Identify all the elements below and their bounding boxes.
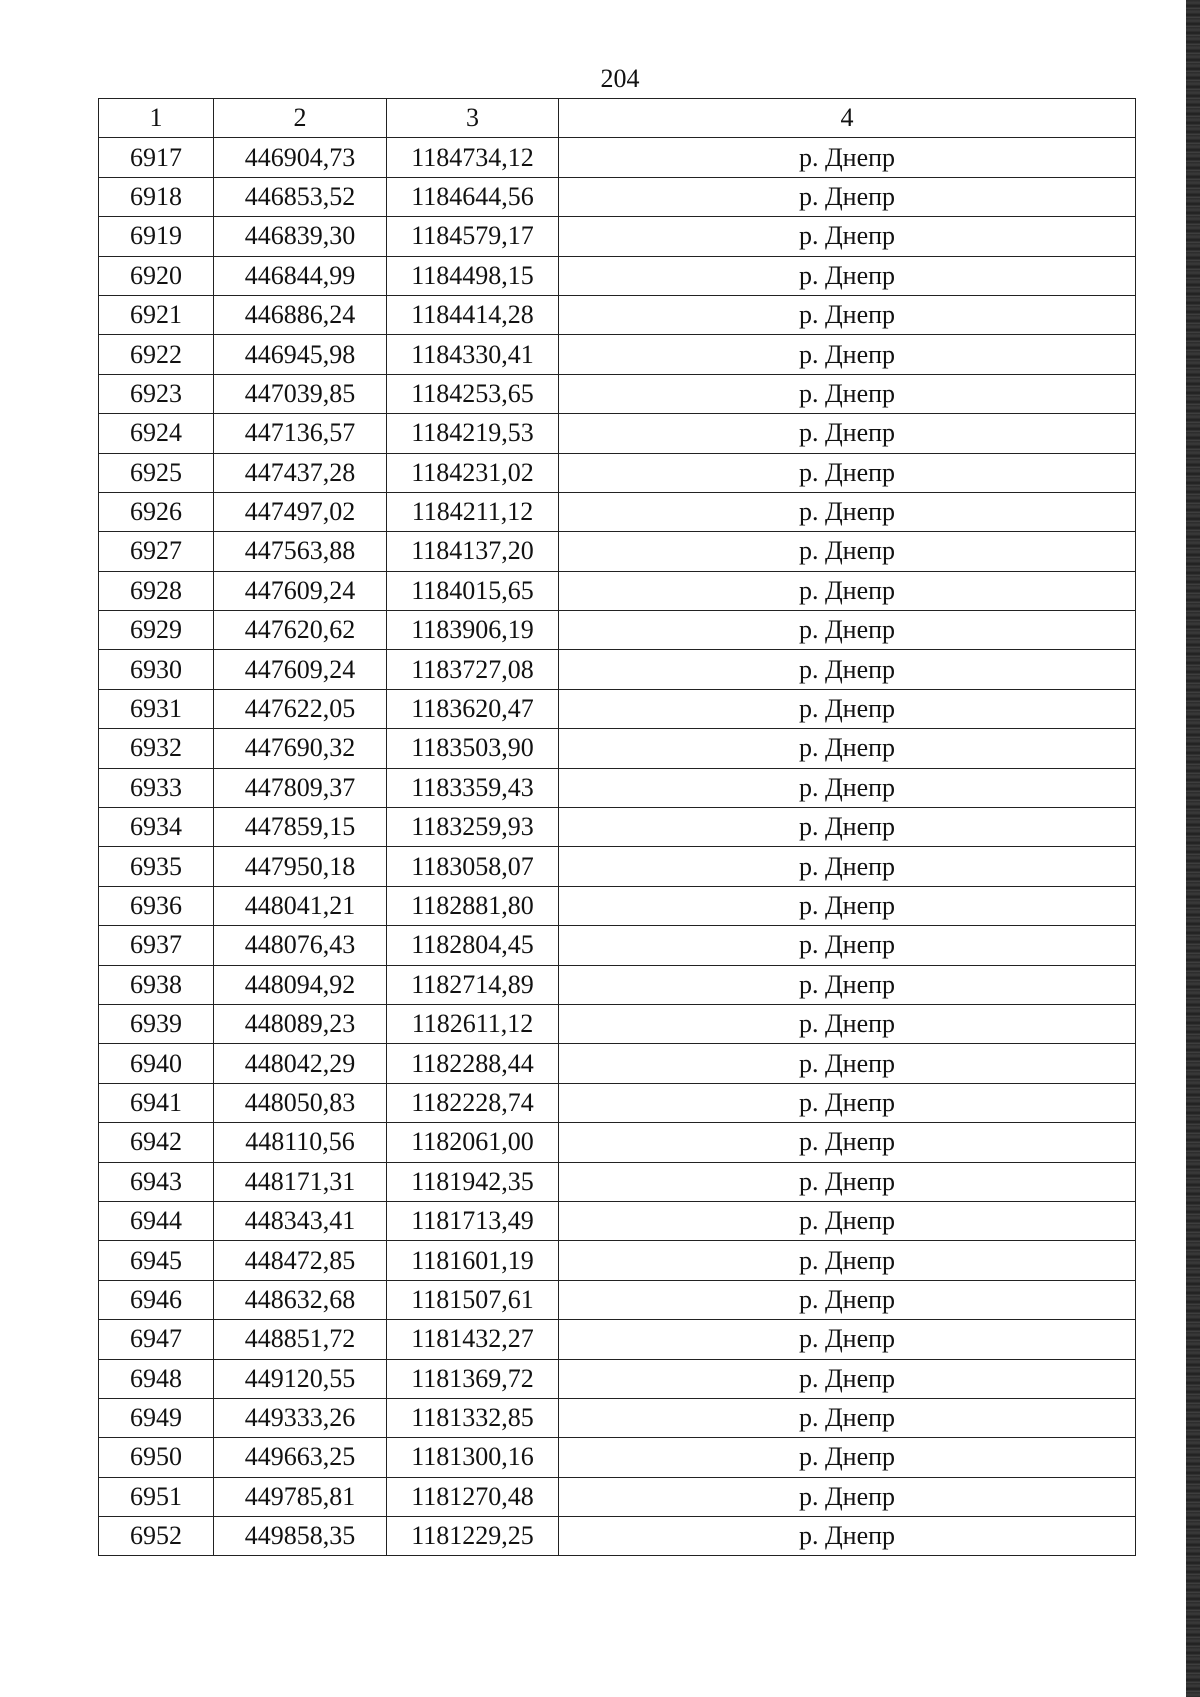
y-coordinate-cell: 1184330,41 [387, 335, 559, 374]
x-coordinate-cell: 447950,18 [214, 847, 387, 886]
table-row [99, 886, 1136, 925]
description-cell: р. Днепр [559, 335, 1136, 374]
x-coordinate-cell: 448089,23 [214, 1004, 387, 1043]
description-cell: р. Днепр [559, 571, 1136, 610]
y-coordinate-cell: 1182881,80 [387, 886, 559, 925]
table-row [99, 611, 1136, 650]
x-coordinate-cell: 448041,21 [214, 886, 387, 925]
y-coordinate-cell: 1184579,17 [387, 217, 559, 256]
point-number-cell: 6939 [99, 1004, 214, 1043]
description-cell: р. Днепр [559, 1477, 1136, 1516]
y-coordinate-cell: 1183906,19 [387, 611, 559, 650]
description-cell: р. Днепр [559, 926, 1136, 965]
point-number-cell: 6945 [99, 1241, 214, 1280]
column-header-4: 4 [559, 99, 1136, 138]
point-number-cell: 6942 [99, 1123, 214, 1162]
table-row [99, 217, 1136, 256]
table-row [99, 768, 1136, 807]
y-coordinate-cell: 1181713,49 [387, 1201, 559, 1240]
point-number-cell: 6933 [99, 768, 214, 807]
description-cell: р. Днепр [559, 1517, 1136, 1556]
point-number-cell: 6950 [99, 1438, 214, 1477]
x-coordinate-cell: 446904,73 [214, 138, 387, 177]
x-coordinate-cell: 446886,24 [214, 295, 387, 334]
y-coordinate-cell: 1184644,56 [387, 177, 559, 216]
table-row [99, 1398, 1136, 1437]
table-row [99, 374, 1136, 413]
point-number-cell: 6949 [99, 1398, 214, 1437]
x-coordinate-cell: 446844,99 [214, 256, 387, 295]
table-row [99, 1517, 1136, 1556]
point-number-cell: 6921 [99, 295, 214, 334]
table-row [99, 1359, 1136, 1398]
point-number-cell: 6924 [99, 414, 214, 453]
description-cell: р. Днепр [559, 1241, 1136, 1280]
y-coordinate-cell: 1184015,65 [387, 571, 559, 610]
x-coordinate-cell: 448076,43 [214, 926, 387, 965]
description-cell: р. Днепр [559, 1320, 1136, 1359]
y-coordinate-cell: 1181432,27 [387, 1320, 559, 1359]
point-number-cell: 6932 [99, 729, 214, 768]
point-number-cell: 6937 [99, 926, 214, 965]
y-coordinate-cell: 1181270,48 [387, 1477, 559, 1516]
x-coordinate-cell: 449858,35 [214, 1517, 387, 1556]
table-row [99, 138, 1136, 177]
table-row [99, 1241, 1136, 1280]
point-number-cell: 6944 [99, 1201, 214, 1240]
point-number-cell: 6946 [99, 1280, 214, 1319]
point-number-cell: 6928 [99, 571, 214, 610]
column-header-1: 1 [99, 99, 214, 138]
description-cell: р. Днепр [559, 295, 1136, 334]
point-number-cell: 6930 [99, 650, 214, 689]
x-coordinate-cell: 448632,68 [214, 1280, 387, 1319]
table-row [99, 177, 1136, 216]
table-row [99, 414, 1136, 453]
x-coordinate-cell: 446853,52 [214, 177, 387, 216]
y-coordinate-cell: 1182288,44 [387, 1044, 559, 1083]
x-coordinate-cell: 447609,24 [214, 650, 387, 689]
y-coordinate-cell: 1184498,15 [387, 256, 559, 295]
y-coordinate-cell: 1184414,28 [387, 295, 559, 334]
y-coordinate-cell: 1184734,12 [387, 138, 559, 177]
y-coordinate-cell: 1183620,47 [387, 689, 559, 728]
x-coordinate-cell: 448050,83 [214, 1083, 387, 1122]
description-cell: р. Днепр [559, 1201, 1136, 1240]
x-coordinate-cell: 449785,81 [214, 1477, 387, 1516]
point-number-cell: 6938 [99, 965, 214, 1004]
y-coordinate-cell: 1183727,08 [387, 650, 559, 689]
table-row [99, 532, 1136, 571]
table-row [99, 808, 1136, 847]
table-row [99, 1123, 1136, 1162]
description-cell: р. Днепр [559, 177, 1136, 216]
point-number-cell: 6936 [99, 886, 214, 925]
point-number-cell: 6935 [99, 847, 214, 886]
table-row [99, 1083, 1136, 1122]
point-number-cell: 6918 [99, 177, 214, 216]
point-number-cell: 6941 [99, 1083, 214, 1122]
description-cell: р. Днепр [559, 1280, 1136, 1319]
x-coordinate-cell: 447497,02 [214, 492, 387, 531]
table-row [99, 453, 1136, 492]
x-coordinate-cell: 448042,29 [214, 1044, 387, 1083]
y-coordinate-cell: 1184253,65 [387, 374, 559, 413]
table-row [99, 1162, 1136, 1201]
point-number-cell: 6940 [99, 1044, 214, 1083]
description-cell: р. Днепр [559, 847, 1136, 886]
x-coordinate-cell: 447690,32 [214, 729, 387, 768]
y-coordinate-cell: 1183259,93 [387, 808, 559, 847]
description-cell: р. Днепр [559, 650, 1136, 689]
y-coordinate-cell: 1184231,02 [387, 453, 559, 492]
x-coordinate-cell: 447136,57 [214, 414, 387, 453]
description-cell: р. Днепр [559, 1083, 1136, 1122]
description-cell: р. Днепр [559, 217, 1136, 256]
table-body [99, 138, 1136, 1556]
table-row [99, 1044, 1136, 1083]
table-row [99, 1477, 1136, 1516]
x-coordinate-cell: 447809,37 [214, 768, 387, 807]
y-coordinate-cell: 1183359,43 [387, 768, 559, 807]
description-cell: р. Днепр [559, 1359, 1136, 1398]
y-coordinate-cell: 1184211,12 [387, 492, 559, 531]
y-coordinate-cell: 1181942,35 [387, 1162, 559, 1201]
x-coordinate-cell: 448110,56 [214, 1123, 387, 1162]
y-coordinate-cell: 1182611,12 [387, 1004, 559, 1043]
x-coordinate-cell: 446945,98 [214, 335, 387, 374]
table-row [99, 1004, 1136, 1043]
description-cell: р. Днепр [559, 886, 1136, 925]
table-row [99, 847, 1136, 886]
y-coordinate-cell: 1182228,74 [387, 1083, 559, 1122]
description-cell: р. Днепр [559, 1438, 1136, 1477]
table-row [99, 1438, 1136, 1477]
x-coordinate-cell: 447039,85 [214, 374, 387, 413]
x-coordinate-cell: 447622,05 [214, 689, 387, 728]
page-number: 204 [600, 64, 640, 93]
description-cell: р. Днепр [559, 1398, 1136, 1437]
point-number-cell: 6926 [99, 492, 214, 531]
x-coordinate-cell: 448343,41 [214, 1201, 387, 1240]
x-coordinate-cell: 448851,72 [214, 1320, 387, 1359]
y-coordinate-cell: 1181332,85 [387, 1398, 559, 1437]
y-coordinate-cell: 1184219,53 [387, 414, 559, 453]
point-number-cell: 6925 [99, 453, 214, 492]
description-cell: р. Днепр [559, 532, 1136, 571]
point-number-cell: 6920 [99, 256, 214, 295]
description-cell: р. Днепр [559, 808, 1136, 847]
y-coordinate-cell: 1183058,07 [387, 847, 559, 886]
y-coordinate-cell: 1182061,00 [387, 1123, 559, 1162]
point-number-cell: 6952 [99, 1517, 214, 1556]
scan-edge-strip [1186, 0, 1200, 1697]
point-number-cell: 6943 [99, 1162, 214, 1201]
description-cell: р. Днепр [559, 1123, 1136, 1162]
table-row [99, 1320, 1136, 1359]
y-coordinate-cell: 1181229,25 [387, 1517, 559, 1556]
description-cell: р. Днепр [559, 1044, 1136, 1083]
x-coordinate-cell: 447859,15 [214, 808, 387, 847]
y-coordinate-cell: 1182714,89 [387, 965, 559, 1004]
description-cell: р. Днепр [559, 414, 1136, 453]
coordinates-table [98, 98, 1136, 1556]
description-cell: р. Днепр [559, 1162, 1136, 1201]
y-coordinate-cell: 1184137,20 [387, 532, 559, 571]
y-coordinate-cell: 1181300,16 [387, 1438, 559, 1477]
table-row [99, 295, 1136, 334]
description-cell: р. Днепр [559, 689, 1136, 728]
x-coordinate-cell: 448094,92 [214, 965, 387, 1004]
table-row [99, 1201, 1136, 1240]
table-row [99, 335, 1136, 374]
column-header-3: 3 [387, 99, 559, 138]
x-coordinate-cell: 447620,62 [214, 611, 387, 650]
table-row [99, 729, 1136, 768]
table-row [99, 571, 1136, 610]
table-row [99, 1280, 1136, 1319]
point-number-cell: 6919 [99, 217, 214, 256]
table-row [99, 256, 1136, 295]
x-coordinate-cell: 447609,24 [214, 571, 387, 610]
description-cell: р. Днепр [559, 453, 1136, 492]
y-coordinate-cell: 1181601,19 [387, 1241, 559, 1280]
description-cell: р. Днепр [559, 965, 1136, 1004]
description-cell: р. Днепр [559, 374, 1136, 413]
x-coordinate-cell: 448472,85 [214, 1241, 387, 1280]
y-coordinate-cell: 1183503,90 [387, 729, 559, 768]
description-cell: р. Днепр [559, 729, 1136, 768]
point-number-cell: 6931 [99, 689, 214, 728]
x-coordinate-cell: 446839,30 [214, 217, 387, 256]
point-number-cell: 6948 [99, 1359, 214, 1398]
table-row [99, 965, 1136, 1004]
x-coordinate-cell: 449333,26 [214, 1398, 387, 1437]
y-coordinate-cell: 1181507,61 [387, 1280, 559, 1319]
point-number-cell: 6923 [99, 374, 214, 413]
point-number-cell: 6929 [99, 611, 214, 650]
table-row [99, 689, 1136, 728]
point-number-cell: 6927 [99, 532, 214, 571]
description-cell: р. Днепр [559, 1004, 1136, 1043]
description-cell: р. Днепр [559, 768, 1136, 807]
table-header-row [99, 99, 1136, 138]
point-number-cell: 6934 [99, 808, 214, 847]
description-cell: р. Днепр [559, 611, 1136, 650]
point-number-cell: 6917 [99, 138, 214, 177]
x-coordinate-cell: 447563,88 [214, 532, 387, 571]
description-cell: р. Днепр [559, 138, 1136, 177]
column-header-2: 2 [214, 99, 387, 138]
point-number-cell: 6947 [99, 1320, 214, 1359]
table-row [99, 926, 1136, 965]
table-row [99, 492, 1136, 531]
x-coordinate-cell: 449663,25 [214, 1438, 387, 1477]
description-cell: р. Днепр [559, 256, 1136, 295]
point-number-cell: 6951 [99, 1477, 214, 1516]
point-number-cell: 6922 [99, 335, 214, 374]
table-row [99, 650, 1136, 689]
x-coordinate-cell: 447437,28 [214, 453, 387, 492]
y-coordinate-cell: 1182804,45 [387, 926, 559, 965]
x-coordinate-cell: 448171,31 [214, 1162, 387, 1201]
table-header [99, 99, 1136, 138]
x-coordinate-cell: 449120,55 [214, 1359, 387, 1398]
description-cell: р. Днепр [559, 492, 1136, 531]
y-coordinate-cell: 1181369,72 [387, 1359, 559, 1398]
